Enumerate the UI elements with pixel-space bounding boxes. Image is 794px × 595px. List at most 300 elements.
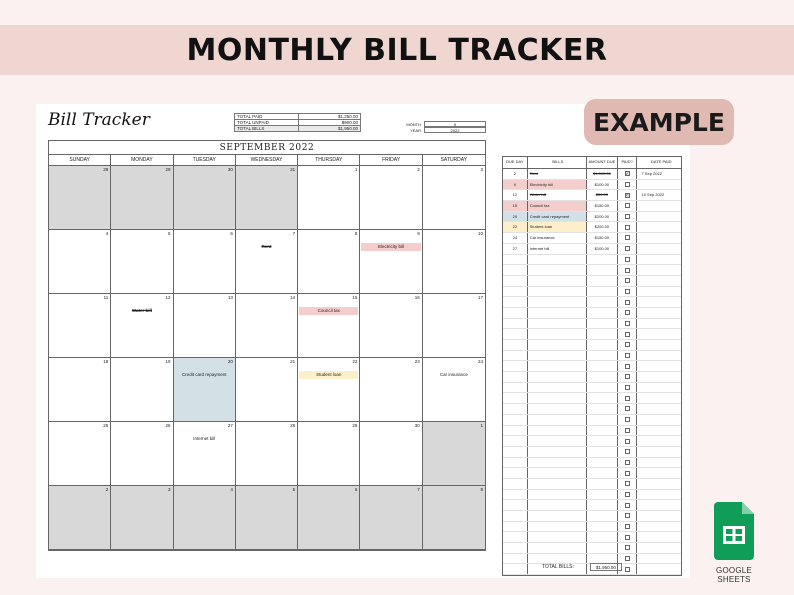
amount-due-cell <box>587 287 618 297</box>
amount-due-cell <box>587 404 618 414</box>
due-day-cell <box>503 436 528 446</box>
due-day-cell <box>503 265 528 275</box>
amount-due-cell: $150.00 <box>587 233 618 243</box>
calendar-event: Credit card repayment <box>181 372 227 377</box>
bill-name-cell: Rent <box>528 169 587 179</box>
day-number: 6 <box>354 487 358 492</box>
calendar-day-cell[interactable] <box>111 294 173 358</box>
calendar-day-cell[interactable] <box>111 422 173 486</box>
day-number: 29 <box>352 423 358 428</box>
due-day-cell: 9 <box>503 180 528 190</box>
paid-cell <box>618 233 638 243</box>
date-paid-cell <box>637 265 681 275</box>
date-paid-cell <box>637 500 681 510</box>
amount-due-cell <box>587 543 618 553</box>
bill-name-cell <box>528 543 587 553</box>
paid-cell <box>618 361 638 371</box>
date-paid-cell <box>637 297 681 307</box>
date-paid-cell <box>637 479 681 489</box>
amount-due-cell <box>587 554 618 564</box>
paid-cell <box>618 393 638 403</box>
calendar-day-cell[interactable] <box>236 166 298 230</box>
amount-due-cell: $200.00 <box>587 212 618 222</box>
paid-cell <box>618 543 638 553</box>
bill-row <box>503 287 681 298</box>
paid-checkbox[interactable] <box>625 535 630 540</box>
paid-checkbox[interactable] <box>625 567 630 572</box>
paid-checkbox[interactable] <box>625 524 630 529</box>
day-number: 19 <box>165 359 171 364</box>
due-day-cell <box>503 426 528 436</box>
date-paid-cell <box>637 543 681 553</box>
date-paid-cell: 7 Sep 2022 <box>641 171 662 176</box>
calendar-day-cell[interactable] <box>174 486 236 550</box>
total-bills-value: $1,950.00 <box>299 126 361 132</box>
bill-row <box>503 447 681 458</box>
date-paid-cell <box>637 404 681 414</box>
bill-name-cell <box>528 308 587 318</box>
paid-cell <box>618 511 638 521</box>
calendar-day-cell[interactable] <box>49 422 111 486</box>
calendar-day-cell[interactable] <box>360 294 422 358</box>
day-number: 23 <box>414 359 420 364</box>
month-input[interactable]: 9 <box>424 121 486 127</box>
calendar-day-cell[interactable] <box>360 358 422 422</box>
due-day-cell <box>503 319 528 329</box>
paid-cell <box>618 169 638 179</box>
amount-due-cell <box>587 490 618 500</box>
weekday-label: THURSDAY <box>298 155 360 166</box>
paid-checkbox[interactable] <box>625 182 630 187</box>
calendar-day-cell[interactable] <box>236 486 298 550</box>
date-paid-cell <box>637 255 681 265</box>
date-paid-cell <box>637 244 681 254</box>
day-number: 30 <box>414 423 420 428</box>
bill-name-cell <box>528 479 587 489</box>
bill-row <box>503 319 681 330</box>
bill-name-cell <box>528 490 587 500</box>
calendar-day-cell[interactable] <box>298 294 360 358</box>
calendar-day-cell[interactable] <box>111 230 173 294</box>
due-day-cell <box>503 255 528 265</box>
date-paid-cell <box>637 458 681 468</box>
month-label: MONTH <box>406 121 421 127</box>
day-number: 13 <box>227 295 233 300</box>
bill-name-cell <box>528 532 587 542</box>
total-bills-footer-value: $1,950.00 <box>590 563 622 571</box>
calendar-day-cell[interactable] <box>174 358 236 422</box>
calendar-day-cell[interactable] <box>423 422 485 486</box>
paid-cell <box>618 447 638 457</box>
period-selector <box>396 121 486 133</box>
paid-cell <box>618 479 638 489</box>
paid-checkbox[interactable] <box>625 460 630 465</box>
weekday-label: SUNDAY <box>49 155 111 166</box>
day-number: 21 <box>290 359 296 364</box>
date-paid-cell <box>637 383 681 393</box>
amount-due-cell <box>587 340 618 350</box>
paid-checkbox[interactable] <box>625 300 630 305</box>
paid-checkbox[interactable] <box>625 246 630 251</box>
weekday-label: SATURDAY <box>440 157 468 163</box>
weekday-label: MONDAY <box>111 155 173 166</box>
due-day-cell: 12 <box>503 190 528 200</box>
calendar-day-cell[interactable] <box>423 166 485 230</box>
total-paid-value: $1,250.00 <box>299 114 361 120</box>
calendar-day-cell[interactable] <box>49 166 111 230</box>
paid-cell <box>618 212 638 222</box>
weekday-label: TUESDAY <box>174 155 236 166</box>
paid-cell <box>618 383 638 393</box>
paid-checkbox[interactable] <box>625 342 630 347</box>
bill-name-cell: Car insurance <box>528 233 587 243</box>
day-number: 3 <box>168 487 171 492</box>
bill-row <box>503 180 681 191</box>
bill-row <box>503 426 681 437</box>
totals-summary <box>234 113 361 132</box>
date-paid-cell <box>637 415 681 425</box>
date-paid-cell <box>637 511 681 521</box>
day-number: 27 <box>227 423 233 428</box>
date-paid-cell <box>637 522 681 532</box>
bill-row <box>503 458 681 469</box>
bill-name-cell <box>528 393 587 403</box>
amount-due-cell <box>587 372 618 382</box>
day-number: 3 <box>480 167 483 172</box>
day-number: 24 <box>477 359 483 364</box>
paid-checkbox[interactable] <box>625 235 630 240</box>
due-day-cell <box>503 415 528 425</box>
bill-name-cell <box>528 468 587 478</box>
paid-cell <box>618 276 638 286</box>
calendar-day-cell[interactable] <box>236 422 298 486</box>
date-paid-cell <box>637 468 681 478</box>
paid-checkbox[interactable] <box>625 268 630 273</box>
calendar-day-cell[interactable] <box>360 486 422 550</box>
paid-checkbox[interactable] <box>625 374 630 379</box>
day-number: 29 <box>165 167 171 172</box>
calendar-day-cell[interactable] <box>423 486 485 550</box>
calendar-day-cell[interactable] <box>236 358 298 422</box>
day-number: 14 <box>290 295 296 300</box>
paid-checkbox[interactable] <box>625 289 630 294</box>
due-day-cell: 2 <box>503 169 528 179</box>
day-number: 2 <box>417 167 420 172</box>
paid-checkbox[interactable] <box>625 332 630 337</box>
bill-row <box>503 522 681 533</box>
date-paid-cell <box>637 222 681 232</box>
amount-due-cell: $50.00 <box>587 190 618 200</box>
due-day-cell: 22 <box>503 222 528 232</box>
paid-cell <box>618 458 638 468</box>
paid-checkbox[interactable] <box>625 278 630 283</box>
bill-name-cell: Credit card repayment <box>528 212 587 222</box>
due-day-cell <box>503 383 528 393</box>
spreadsheet-preview <box>36 104 690 578</box>
paid-checkbox[interactable] <box>625 428 630 433</box>
amount-due-cell <box>587 415 618 425</box>
date-paid-cell <box>637 372 681 382</box>
paid-checkbox[interactable] <box>625 503 630 508</box>
google-sheets-icon <box>714 502 754 560</box>
amount-due-cell <box>587 361 618 371</box>
bill-name-cell: Internet bill <box>528 244 587 254</box>
bill-name-cell <box>528 415 587 425</box>
date-paid-cell <box>637 532 681 542</box>
paid-cell <box>618 244 638 254</box>
bill-name-cell <box>528 255 587 265</box>
total-paid-label: TOTAL PAID <box>235 114 299 120</box>
day-number: 1 <box>354 167 358 172</box>
calendar-day-cell[interactable] <box>423 230 485 294</box>
day-number: 30 <box>227 167 233 172</box>
paid-checkbox[interactable] <box>625 481 630 486</box>
calendar-title: SEPTEMBER 2022 <box>49 141 485 155</box>
calendar-day-cell[interactable] <box>423 358 485 422</box>
due-day-cell <box>503 361 528 371</box>
bill-name-cell <box>528 361 587 371</box>
date-paid-cell <box>637 340 681 350</box>
bill-row <box>503 372 681 383</box>
due-day-cell: 15 <box>503 201 528 211</box>
date-paid-header: DATE PAID <box>650 159 672 165</box>
paid-cell <box>618 468 638 478</box>
due-day-cell <box>503 308 528 318</box>
bill-name-cell: Council tax <box>528 201 587 211</box>
example-badge: EXAMPLE <box>584 99 734 145</box>
due-day-cell <box>503 511 528 521</box>
amount-due-cell: $1,000.00 <box>587 169 618 179</box>
paid-checkbox[interactable] <box>625 492 630 497</box>
date-paid-cell <box>637 329 681 339</box>
calendar-day-cell[interactable] <box>111 166 173 230</box>
calendar-day-cell[interactable] <box>298 230 360 294</box>
paid-cell <box>618 426 638 436</box>
calendar-day-cell[interactable] <box>49 294 111 358</box>
calendar-day-cell[interactable] <box>236 230 298 294</box>
due-day-cell <box>503 351 528 361</box>
paid-checkbox[interactable] <box>625 439 630 444</box>
day-number: 28 <box>103 167 109 172</box>
year-input[interactable]: 2022 <box>424 127 486 133</box>
day-number: 15 <box>352 295 358 300</box>
bill-name-cell <box>528 383 587 393</box>
bill-name-cell <box>528 447 587 457</box>
bill-row <box>503 490 681 501</box>
due-day-cell <box>503 479 528 489</box>
page-title: MONTHLY BILL TRACKER <box>186 32 608 68</box>
day-number: 17 <box>477 295 483 300</box>
bill-row <box>503 511 681 522</box>
year-label: YEAR <box>410 127 421 133</box>
bill-name-cell <box>528 329 587 339</box>
day-number: 7 <box>417 487 420 492</box>
paid-cell <box>618 404 638 414</box>
day-number: 25 <box>103 423 109 428</box>
paid-checkbox[interactable] <box>625 556 630 561</box>
bill-row <box>503 543 681 554</box>
amount-due-cell <box>587 297 618 307</box>
bill-row <box>503 212 681 223</box>
due-day-cell <box>503 340 528 350</box>
paid-cell <box>618 319 638 329</box>
bill-name-cell <box>528 372 587 382</box>
calendar-day-cell[interactable] <box>298 358 360 422</box>
paid-checkbox[interactable] <box>625 396 630 401</box>
calendar-day-cell[interactable] <box>360 422 422 486</box>
due-day-cell: 20 <box>503 212 528 222</box>
calendar-day-cell[interactable] <box>236 294 298 358</box>
bill-row <box>503 383 681 394</box>
bill-row <box>503 393 681 404</box>
paid-checkbox[interactable] <box>625 545 630 550</box>
calendar-day-cell[interactable] <box>360 166 422 230</box>
due-day-cell <box>503 468 528 478</box>
day-number: 11 <box>103 295 109 300</box>
calendar-day-cell[interactable] <box>298 166 360 230</box>
paid-cell <box>618 222 638 232</box>
amount-due-cell <box>587 436 618 446</box>
amount-due-cell <box>587 500 618 510</box>
date-paid-cell: 10 Sep 2022 <box>641 192 665 198</box>
paid-checkbox[interactable]: ✓ <box>625 192 629 198</box>
bill-name-cell <box>528 458 587 468</box>
bill-name-cell <box>528 276 587 286</box>
bill-row <box>503 404 681 415</box>
paid-checkbox[interactable] <box>625 471 630 476</box>
bill-name-cell <box>528 522 587 532</box>
bill-row <box>503 265 681 276</box>
weekday-label: WEDNESDAY <box>236 155 298 166</box>
day-number: 26 <box>165 423 171 428</box>
date-paid-cell <box>637 426 681 436</box>
calendar-day-cell[interactable] <box>298 486 360 550</box>
bill-row <box>503 244 681 255</box>
calendar-event: Water bill <box>131 308 152 313</box>
amount-due-cell <box>587 468 618 478</box>
amount-due-cell <box>587 511 618 521</box>
bills-table <box>502 156 682 576</box>
date-paid-cell <box>637 287 681 297</box>
paid-checkbox[interactable] <box>625 257 630 262</box>
paid-cell <box>618 340 638 350</box>
calendar-day-cell[interactable] <box>174 422 236 486</box>
amount-due-cell <box>587 479 618 489</box>
amount-due-header: AMOUNT DUE <box>587 157 618 168</box>
bill-name-cell <box>528 340 587 350</box>
due-day-cell <box>503 404 528 414</box>
paid-cell <box>618 372 638 382</box>
calendar-day-cell[interactable] <box>49 230 111 294</box>
day-number: 16 <box>414 295 420 300</box>
paid-checkbox[interactable] <box>625 310 630 315</box>
bill-row <box>503 297 681 308</box>
paid-checkbox[interactable] <box>625 321 630 326</box>
due-day-cell: 24 <box>503 233 528 243</box>
paid-cell <box>618 436 638 446</box>
paid-checkbox[interactable] <box>625 203 630 208</box>
total-bills-label: TOTAL BILLS <box>235 126 299 132</box>
date-paid-cell <box>637 564 681 574</box>
amount-due-cell <box>587 522 618 532</box>
amount-due-cell <box>587 308 618 318</box>
totals-row <box>235 126 361 132</box>
date-paid-cell <box>637 319 681 329</box>
paid-cell <box>618 190 638 200</box>
bills-header: BILLS <box>528 157 587 168</box>
due-day-cell <box>503 372 528 382</box>
day-number: 4 <box>105 231 109 236</box>
amount-due-cell <box>587 276 618 286</box>
calendar-day-cell[interactable] <box>174 294 236 358</box>
day-number: 9 <box>417 231 420 236</box>
amount-due-cell <box>587 319 618 329</box>
paid-checkbox[interactable] <box>625 406 630 411</box>
due-day-cell <box>503 276 528 286</box>
calendar <box>48 140 486 551</box>
paid-checkbox[interactable] <box>625 513 630 518</box>
paid-header: PAID? <box>618 157 638 168</box>
calendar-day-cell[interactable] <box>360 230 422 294</box>
paid-cell <box>618 490 638 500</box>
day-number: 31 <box>290 167 296 172</box>
bill-row <box>503 468 681 479</box>
calendar-day-cell[interactable] <box>298 422 360 486</box>
day-number: 5 <box>168 231 171 236</box>
calendar-day-cell[interactable] <box>111 486 173 550</box>
paid-checkbox[interactable] <box>625 225 630 230</box>
due-day-cell <box>503 532 528 542</box>
paid-cell <box>618 522 638 532</box>
bills-table-body <box>503 169 681 575</box>
bill-name-cell <box>528 404 587 414</box>
paid-checkbox[interactable] <box>625 364 630 369</box>
paid-checkbox[interactable] <box>625 385 630 390</box>
paid-checkbox[interactable] <box>625 353 630 358</box>
bill-row <box>503 479 681 490</box>
paid-checkbox[interactable] <box>625 449 630 454</box>
calendar-day-cell[interactable] <box>174 230 236 294</box>
bill-name-cell <box>528 511 587 521</box>
amount-due-cell <box>587 351 618 361</box>
calendar-day-cell[interactable] <box>423 294 485 358</box>
due-day-cell <box>503 297 528 307</box>
bill-row <box>503 276 681 287</box>
due-day-cell <box>503 564 528 574</box>
date-paid-cell <box>637 447 681 457</box>
calendar-day-cell[interactable] <box>111 358 173 422</box>
title-banner <box>0 25 794 75</box>
calendar-day-cell[interactable] <box>49 486 111 550</box>
calendar-grid <box>49 166 485 550</box>
calendar-day-cell[interactable] <box>174 166 236 230</box>
day-number: 12 <box>165 295 171 300</box>
bill-row <box>503 500 681 511</box>
day-number: 4 <box>230 487 233 492</box>
bill-row <box>503 532 681 543</box>
paid-checkbox[interactable] <box>625 214 630 219</box>
bill-name-cell <box>528 426 587 436</box>
date-paid-cell <box>637 212 681 222</box>
bill-name-cell <box>528 297 587 307</box>
due-day-cell <box>503 522 528 532</box>
calendar-day-cell[interactable] <box>49 358 111 422</box>
amount-due-cell: $100.00 <box>587 244 618 254</box>
paid-checkbox[interactable] <box>625 417 630 422</box>
paid-checkbox[interactable]: ✓ <box>625 170 629 176</box>
total-unpaid-label: TOTAL UNPAID <box>235 120 299 126</box>
day-number: 8 <box>354 231 358 236</box>
